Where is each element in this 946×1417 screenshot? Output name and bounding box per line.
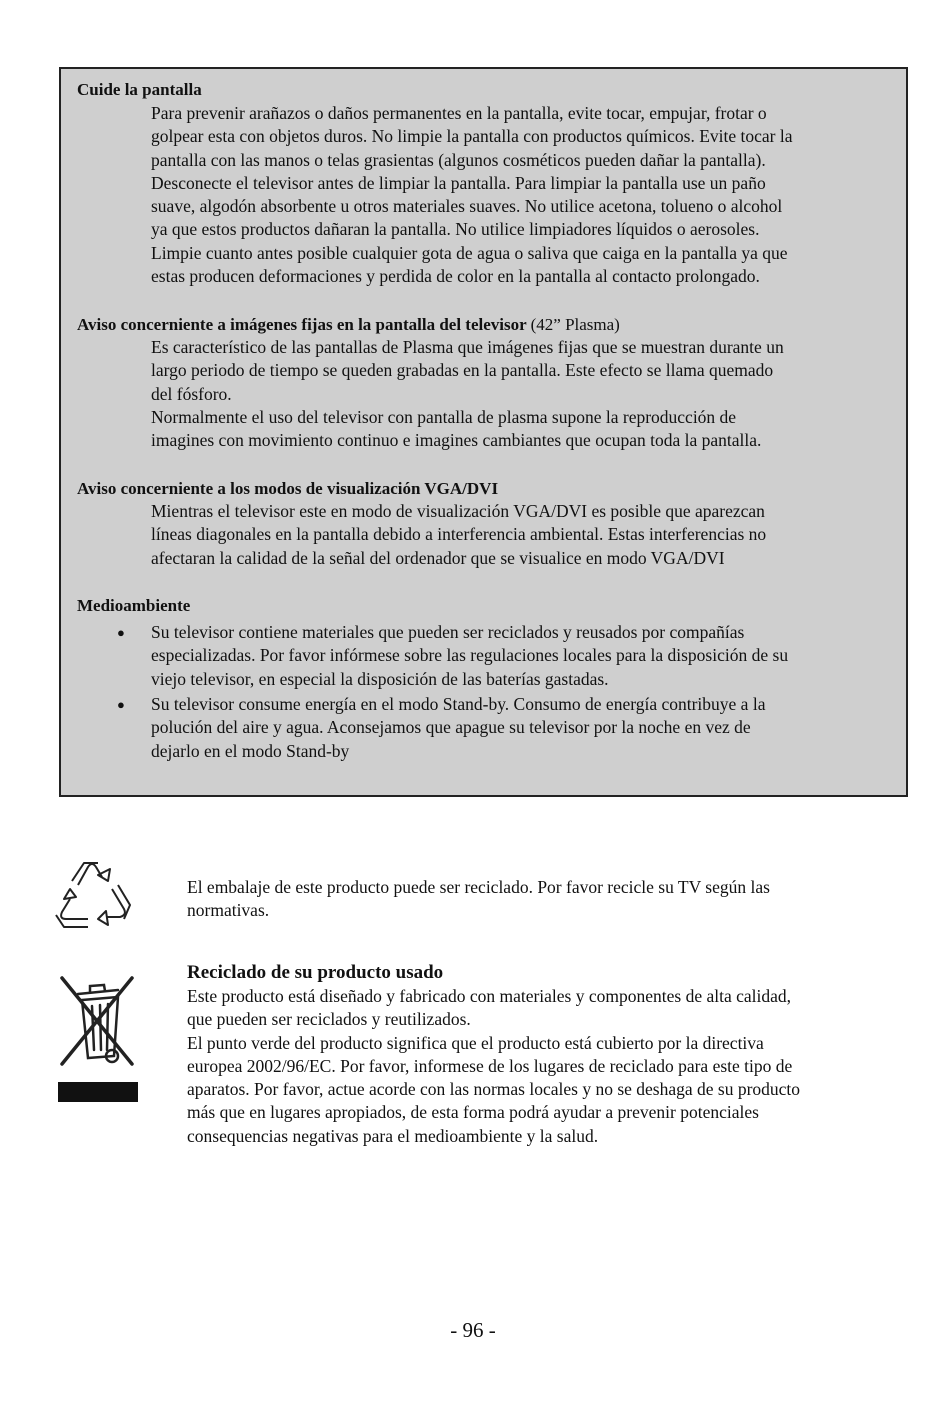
care-title: Cuide la pantalla xyxy=(77,80,202,99)
environment-bullet-1 xyxy=(151,621,899,691)
text-line: pantalla con las manos o telas grasientas (algunos cosméticos pueden dañar la pantalla). xyxy=(151,149,766,170)
text-line: El punto verde del producto significa que el producto está cubierto por la directiva xyxy=(187,1032,764,1053)
still-images-title-suffix: (42” Plasma) xyxy=(530,315,620,334)
text-line: europea 2002/96/EC. Por favor, informese de los lugares de reciclado para este tipo de xyxy=(187,1055,793,1076)
weee-block xyxy=(187,961,902,1148)
text-line: más que en lugares apropiados, de esta forma podrá ayudar a prevenir potenciales xyxy=(187,1102,759,1123)
text-line: que pueden ser reciclados y reutilizados. xyxy=(187,1009,471,1030)
text-line: del fósforo. xyxy=(151,383,232,404)
text-line: Es característico de las pantallas de Plasma que imágenes fijas que se muestran durante un xyxy=(151,337,784,357)
text-line: normativas. xyxy=(187,900,270,921)
text-line: aparatos. Por favor, actue acorde con las normas locales y no se deshaga de su producto xyxy=(187,1079,801,1100)
weee-title: Reciclado de su producto usado xyxy=(187,962,444,983)
text-line: largo periodo de tiempo se queden grabadas en la pantalla. Este efecto se llama quemado xyxy=(151,360,774,381)
text-line: Su televisor contiene materiales que pueden ser reciclados y reusados por compañías xyxy=(151,622,745,642)
still-images-text xyxy=(151,336,899,452)
vga-title: Aviso concerniente a los modos de visualización VGA/DVI xyxy=(77,479,499,498)
text-line: especializadas. Por favor infórmese sobre las regulaciones locales para la disposición de su xyxy=(151,645,789,666)
text-line: dejarlo en el modo Stand-by xyxy=(151,740,350,761)
text-line: suave, algodón absorbente u otros materiales suaves. No utilice acetona, tolueno o alcohol xyxy=(151,196,783,217)
environment-title: Medioambiente xyxy=(77,596,191,615)
text-line: Este producto está diseñado y fabricado con materiales y componentes de alta calidad, xyxy=(187,986,792,1006)
vga-text xyxy=(151,500,899,570)
bullet-icon: ● xyxy=(117,625,125,640)
page-number: - 96 - xyxy=(450,1318,496,1342)
text-line: líneas diagonales en la pantalla debido a interferencia ambiental. Estas interferencias no xyxy=(151,524,767,545)
text-line: Limpie cuanto antes posible cualquier gota de agua o saliva que caiga en la pantalla ya que xyxy=(151,242,788,263)
text-line: afectaran la calidad de la señal del ordenador que se visualice en modo VGA/DVI xyxy=(151,547,725,568)
text-line: Desconecte el televisor antes de limpiar la pantalla. Para limpiar la pantalla use un paño xyxy=(151,172,766,193)
text-line: Mientras el televisor este en modo de visualización VGA/DVI es posible que aparezcan xyxy=(151,501,765,521)
still-images-title xyxy=(77,313,620,336)
packaging-text xyxy=(187,876,902,923)
environment-bullet-2 xyxy=(151,693,899,763)
text-line: estas producen deformaciones y perdida de color en la pantalla al contacto prolongado. xyxy=(151,266,760,287)
text-line: polución del aire y agua. Aconsejamos que apague su televisor por la noche en vez de xyxy=(151,717,751,738)
still-images-title-text: Aviso concerniente a imágenes fijas en la pantalla del televisor xyxy=(77,315,527,334)
text-line: Para prevenir arañazos o daños permanentes en la pantalla, evite tocar, empujar, frotar o xyxy=(151,103,767,123)
text-line: Su televisor consume energía en el modo Stand-by. Consumo de energía contribuye a la xyxy=(151,694,766,714)
bullet-icon: ● xyxy=(117,697,125,712)
text-line: El embalaje de este producto puede ser reciclado. Por favor recicle su TV según las xyxy=(187,877,770,897)
crossed-bin-icon xyxy=(52,972,142,1106)
care-text xyxy=(151,102,899,288)
text-line: Normalmente el uso del televisor con pantalla de plasma supone la reproducción de xyxy=(151,406,737,427)
notice-box xyxy=(59,67,908,797)
text-line: consequencias negativas para el medioambiente y la salud. xyxy=(187,1125,599,1146)
text-line: ya que estos productos dañaran la pantalla. No utilice limpiadores líquidos o aerosoles. xyxy=(151,219,760,240)
recycle-icon xyxy=(50,855,134,939)
text-line: viejo televisor, en especial la disposición de las baterías gastadas. xyxy=(151,668,609,689)
text-line: golpear esta con objetos duros. No limpie la pantalla con productos químicos. Evite tocar la xyxy=(151,126,793,147)
text-line: imagines con movimiento continuo e imagines cambiantes que ocupan toda la pantalla. xyxy=(151,430,762,451)
